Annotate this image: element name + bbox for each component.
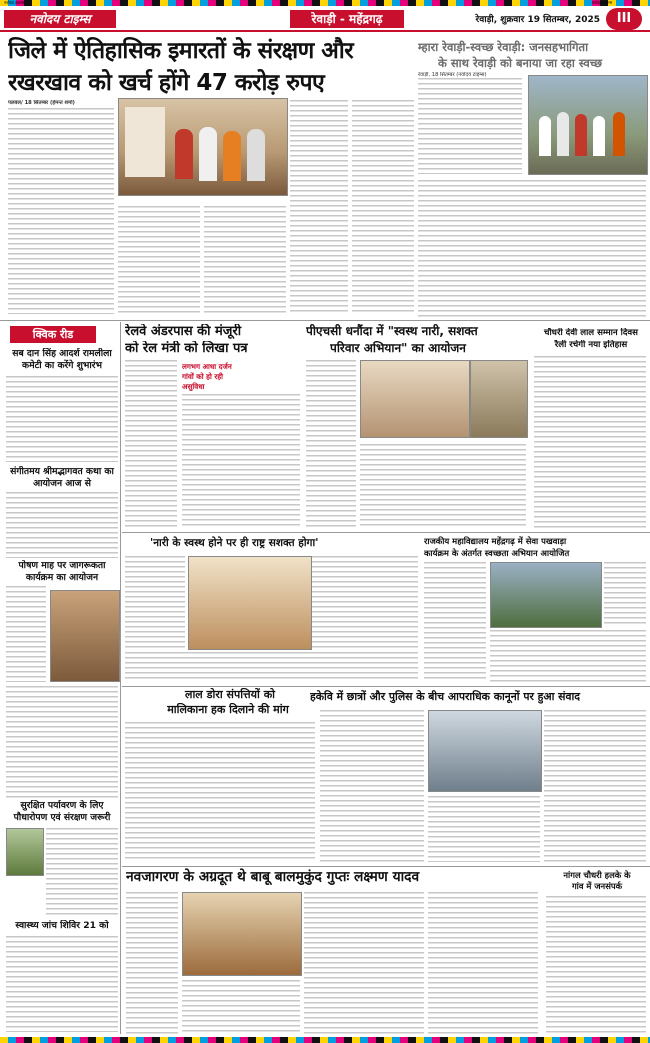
rail-sub1: लगभग आधा दर्जन <box>182 362 232 371</box>
lead-text-lines-3 <box>204 206 286 314</box>
hakevi-headline: हकेवि में छात्रों और पुलिस के बीच आपराधिक कानूनों पर हुआ संवाद <box>310 690 580 703</box>
college-headline-line2: कार्यक्रम के अंतर्गत स्वच्छता अभियान आयोजित <box>424 548 570 558</box>
phc-text-lines-2 <box>360 444 526 528</box>
nangal-headline-line2: गांव में जनसंपर्क <box>571 881 623 891</box>
swachh-photo <box>528 75 648 175</box>
rail-text-lines <box>125 360 177 528</box>
college-text-lines <box>424 562 486 682</box>
naari-text-lines <box>125 556 185 648</box>
quick-item3-lines <box>6 586 46 682</box>
lead-headline-line2: रखरखाव को खर्च होंगे 47 करोड़ रुपए <box>8 70 325 96</box>
navjagran-text-lines-4 <box>428 892 538 1034</box>
quick-read-item4: सुरक्षित पर्यावरण के लिए पौधारोपण एवं संरक्षण जरूरी <box>13 800 111 823</box>
chaudhary-headline-line2: रैली रचेगी नया इतिहास <box>554 340 628 350</box>
college-text-lines-2 <box>604 562 646 626</box>
lead-text-lines-5 <box>352 100 414 314</box>
chaudhary-text-lines <box>534 356 646 528</box>
top-small-left: नवोदय टाइम्स <box>4 0 25 5</box>
nangal-headline-line1: नांगल चौधरी हलके के <box>563 870 631 880</box>
dateline: रेवाड़ी, शुक्रवार 19 सितम्बर, 2025 <box>475 15 600 25</box>
quick-read-item1: सब दान सिंह आदर्श रामलीला कमेटी का करेंगे शुभारंभ <box>12 348 112 371</box>
hakevi-text-lines <box>320 710 424 862</box>
phc-text-lines <box>306 360 356 528</box>
swachh-headline-line1: म्हारा रेवाड़ी-स्वच्छ रेवाड़ी: जनसहभागिता <box>418 40 589 54</box>
swachh-dateline: रेवाड़ी, 18 सितम्बर (नवोदय टाइम्स) <box>418 72 487 78</box>
naari-photo <box>188 556 312 650</box>
rail-sub3: असुविधा <box>182 382 205 391</box>
navjagran-text-lines-2 <box>182 980 300 1034</box>
lead-photo <box>118 98 288 196</box>
quick-photo-2 <box>6 828 44 876</box>
quick-read-label: क्विक रीड <box>10 326 96 343</box>
navjagran-photo <box>182 892 302 976</box>
quick-read-item2: संगीतमय श्रीमद्भागवत कथा का आयोजन आज से <box>10 466 114 489</box>
quick-item4-lines <box>46 828 118 916</box>
navjagran-text-lines <box>126 892 178 1034</box>
lead-text-lines <box>8 108 114 314</box>
swachh-text-lines <box>418 78 522 174</box>
college-photo <box>490 562 602 628</box>
navjagran-headline: नवजागरण के अग्रदूत थे बाबू बालमुकुंद गुप्तः लक्ष्मण यादव <box>126 869 420 885</box>
navjagran-text-lines-3 <box>304 892 424 1034</box>
lead-dateline: पलवल/ 18 सितम्बर (हेमन्त शर्मा) <box>8 100 75 106</box>
lead-text-lines-2 <box>118 206 200 314</box>
section-label: रेवाड़ी - महेंद्रगढ़ <box>290 10 404 28</box>
lead-headline-line1: जिले में ऐतिहासिक इमारतों के संरक्षण और <box>8 38 354 64</box>
quick-photo-1 <box>50 590 120 682</box>
quick-item1-lines <box>6 376 118 462</box>
laldora-headline-line1: लाल डोरा संपत्तियों को <box>185 688 275 701</box>
rail-headline-line2: को रेल मंत्री को लिखा पत्र <box>125 341 248 356</box>
swachh-headline-line2: के साथ रेवाड़ी को बनाया जा रहा स्वच्छ <box>438 56 603 70</box>
brand-logo: नवोदय टाइम्स <box>4 10 116 28</box>
quick-item2-lines <box>6 492 118 558</box>
chaudhary-headline-line1: चौधरी देवी लाल सम्मान दिवस <box>543 328 638 338</box>
quick-read-item3: पोषण माह पर जागरूकता कार्यक्रम का आयोजन <box>18 560 106 583</box>
hakevi-text-lines-2 <box>428 796 540 862</box>
college-text-lines-3 <box>490 630 646 682</box>
college-headline-line1: राजकीय महाविद्यालय महेंद्रगढ़ में सेवा पखवाड़ा <box>424 536 567 546</box>
swachh-text-lines-2 <box>418 180 646 320</box>
quick-item5-lines <box>6 936 118 1032</box>
hakevi-text-lines-3 <box>544 710 646 862</box>
nangal-text-lines <box>546 896 646 1034</box>
phc-headline-line1: पीएचसी धनौंदा में "स्वस्थ नारी, सशक्त <box>306 324 478 338</box>
naari-text-lines-3 <box>125 652 418 682</box>
quick-item3-lines-2 <box>6 686 118 798</box>
lead-text-lines-4 <box>290 100 348 314</box>
hakevi-photo <box>428 710 542 792</box>
rail-text-lines-2 <box>182 394 300 528</box>
phc-photo <box>360 360 470 438</box>
naari-text-lines-2 <box>312 556 418 648</box>
naari-headline: 'नारी के स्वस्थ होने पर ही राष्ट्र सशक्त होगा' <box>150 537 319 549</box>
quick-read-item5: स्वास्थ्य जांच शिविर 21 को <box>15 920 109 931</box>
page-number: III <box>606 8 642 30</box>
laldora-text-lines <box>125 722 315 862</box>
footer-strip <box>0 1037 650 1043</box>
phc-photo-2 <box>470 360 528 438</box>
rail-headline-line1: रेलवे अंडरपास की मंजूरी <box>125 324 242 339</box>
laldora-headline-line2: मालिकाना हक दिलाने की मांग <box>167 703 289 716</box>
top-small-right: नवोदय टाइम्स <box>592 0 613 5</box>
phc-headline-line2: परिवार अभियान" का आयोजन <box>330 341 466 355</box>
rail-sub2: गांवों को हो रही <box>182 372 223 381</box>
